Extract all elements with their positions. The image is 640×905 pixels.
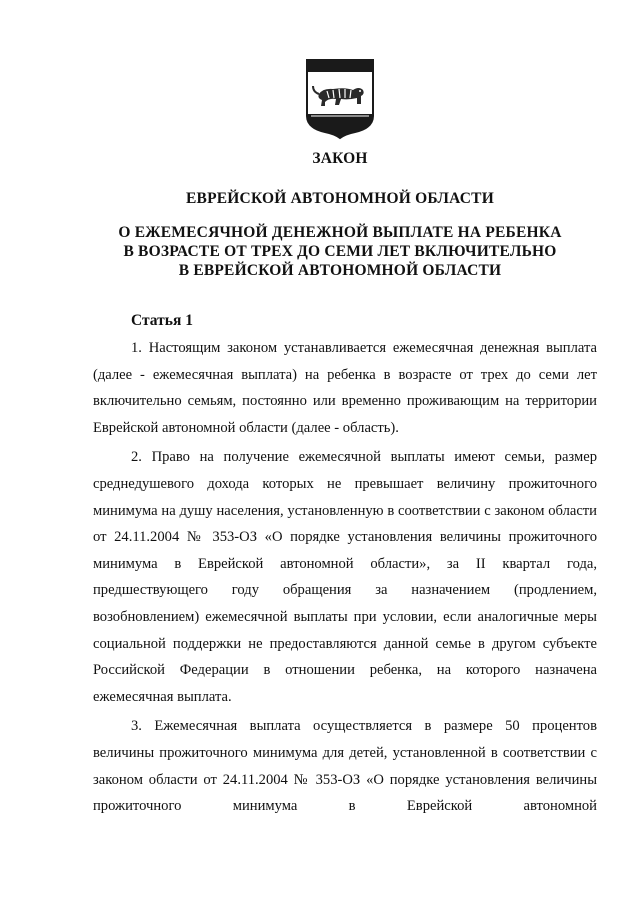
subject-line: О ЕЖЕМЕСЯЧНОЙ ДЕНЕЖНОЙ ВЫПЛАТЕ НА РЕБЕНКА [118, 224, 562, 241]
coat-of-arms-icon [305, 58, 375, 140]
paragraph: 2. Право на получение ежемесячной выплаты имеют семьи, размер среднедушевого дохода которых не превышает величину прожиточного минимума на душу населения, установленную в соответствии с законом области от 24.11.2004 № 353-ОЗ «О порядке установления величины прожиточного минимума в Еврейской автономной области», за II квартал года, предшествующего году обращения за назначением (продлением, возобновлением) ежемесячной выплаты при условии, если аналогичные меры социальной поддержки не предоставляются данной семье в другом субъекте Российской Федерации в отношении ребенка, на которого назначена ежемесячная выплата. [93, 449, 597, 705]
region-name: ЕВРЕЙСКОЙ АВТОНОМНОЙ ОБЛАСТИ [186, 190, 494, 207]
article-heading: Статья 1 [131, 312, 193, 329]
paragraph: 3. Ежемесячная выплата осуществляется в размере 50 процентов величины прожиточного минимума для детей, установленной в соответствии с законом области от 24.11.2004 № 353-ОЗ «О порядке установления величины прожиточного минимума в Еврейской автономной [93, 718, 597, 815]
article-body [93, 335, 597, 820]
subject-line: В ЕВРЕЙСКОЙ АВТОНОМНОЙ ОБЛАСТИ [178, 262, 502, 279]
paragraph: 1. Настоящим законом устанавливается ежемесячная денежная выплата (далее - ежемесячная выплата) на ребенка в возрасте от трех до семи лет включительно семьям, постоянно или временно проживающим на территории Еврейской автономной области (далее - область). [93, 340, 597, 436]
document-type: ЗАКОН [312, 150, 368, 167]
law-subject [60, 223, 620, 280]
subject-line: В ВОЗРАСТЕ ОТ ТРЕХ ДО СЕМИ ЛЕТ ВКЛЮЧИТЕЛЬНО [123, 243, 557, 260]
